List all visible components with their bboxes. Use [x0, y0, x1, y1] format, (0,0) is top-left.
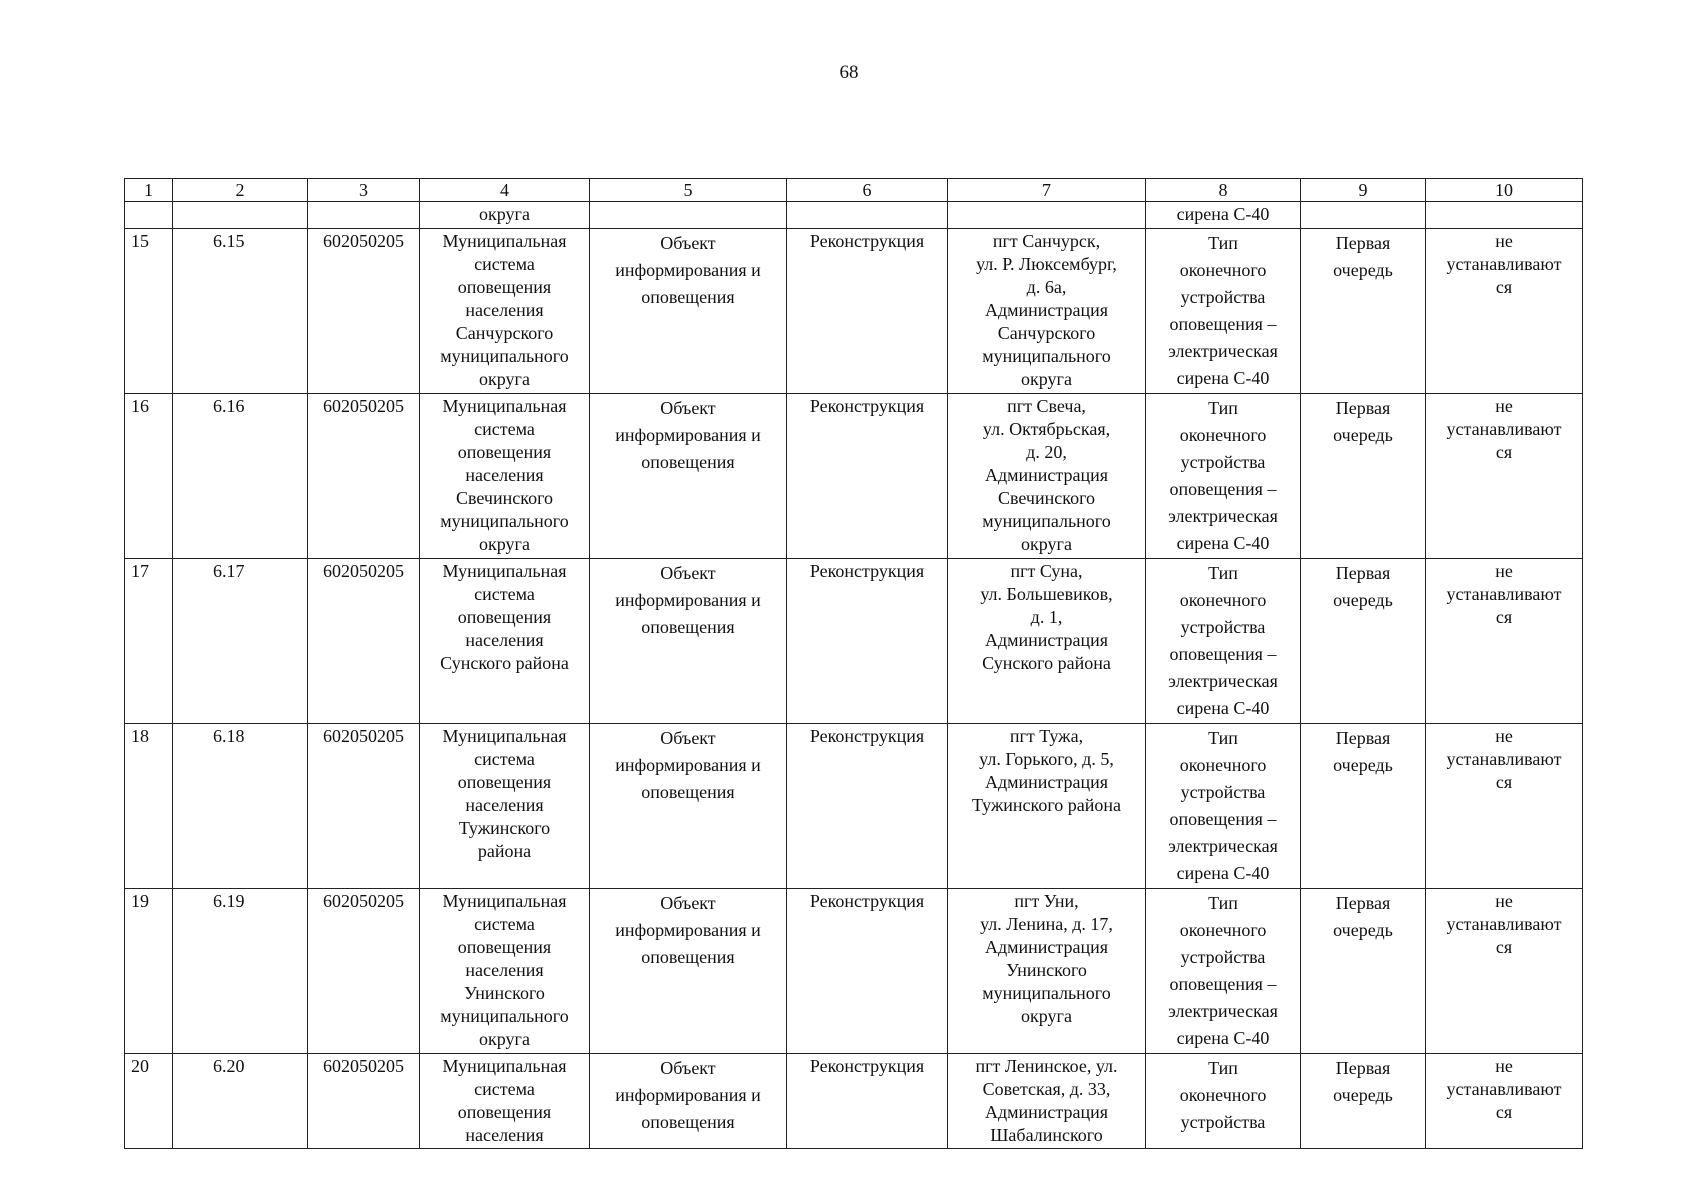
table-row — [125, 724, 1583, 889]
notification-systems-table — [124, 178, 1583, 1149]
location-address: пгт Санчурск, ул. Р. Люксембург, д. 6а, Администрация Санчурского муниципального округа — [948, 229, 1146, 394]
column-number: 3 — [308, 179, 420, 202]
column-number: 4 — [420, 179, 590, 202]
table-row — [125, 394, 1583, 559]
object-type: Объект информирования и оповещения — [590, 1054, 787, 1149]
equipment-type: Тип оконечного устройства оповещения – электрическая сирена С-40 — [1146, 889, 1301, 1054]
continuation-name: округа — [420, 202, 590, 229]
equipment-type: Тип оконечного устройства оповещения – электрическая сирена С-40 — [1146, 394, 1301, 559]
object-id: 602050205 — [308, 229, 420, 394]
column-number: 10 — [1426, 179, 1583, 202]
system-name: Муниципальная система оповещения населения Сунского района — [420, 559, 590, 724]
note: не устанавливают ся — [1426, 229, 1583, 394]
row-number: 20 — [125, 1054, 173, 1149]
column-number: 2 — [173, 179, 308, 202]
column-number: 7 — [948, 179, 1146, 202]
system-name: Муниципальная система оповещения населения Свечинского муниципального округа — [420, 394, 590, 559]
row-number: 16 — [125, 394, 173, 559]
location-address: пгт Суна, ул. Большевиков, д. 1, Администрация Сунского района — [948, 559, 1146, 724]
table-row — [125, 1054, 1583, 1149]
object-id: 602050205 — [308, 1054, 420, 1149]
equipment-type: Тип оконечного устройства оповещения – электрическая сирена С-40 — [1146, 559, 1301, 724]
column-number: 6 — [787, 179, 948, 202]
column-number: 8 — [1146, 179, 1301, 202]
object-type: Объект информирования и оповещения — [590, 394, 787, 559]
priority: Первая очередь — [1301, 394, 1426, 559]
object-type: Объект информирования и оповещения — [590, 724, 787, 889]
object-type: Объект информирования и оповещения — [590, 889, 787, 1054]
object-id: 602050205 — [308, 394, 420, 559]
item-code: 6.19 — [173, 889, 308, 1054]
table-row — [125, 889, 1583, 1054]
row-number: 15 — [125, 229, 173, 394]
row-number: 17 — [125, 559, 173, 724]
work-type: Реконструкция — [787, 394, 948, 559]
table-row — [125, 559, 1583, 724]
item-code: 6.15 — [173, 229, 308, 394]
location-address: пгт Уни, ул. Ленина, д. 17, Администрация Унинского муниципального округа — [948, 889, 1146, 1054]
note: не устанавливают ся — [1426, 394, 1583, 559]
location-address: пгт Свеча, ул. Октябрьская, д. 20, Администрация Свечинского муниципального округа — [948, 394, 1146, 559]
priority: Первая очередь — [1301, 559, 1426, 724]
object-id: 602050205 — [308, 559, 420, 724]
object-type: Объект информирования и оповещения — [590, 559, 787, 724]
column-number: 5 — [590, 179, 787, 202]
system-name: Муниципальная система оповещения населения Санчурского муниципального округа — [420, 229, 590, 394]
equipment-type: Тип оконечного устройства оповещения – электрическая сирена С-40 — [1146, 724, 1301, 889]
table-body — [125, 229, 1583, 1149]
system-name: Муниципальная система оповещения населения Унинского муниципального округа — [420, 889, 590, 1054]
equipment-type: Тип оконечного устройства оповещения – электрическая сирена С-40 — [1146, 229, 1301, 394]
priority: Первая очередь — [1301, 1054, 1426, 1149]
row-number: 18 — [125, 724, 173, 889]
location-address: пгт Тужа, ул. Горького, д. 5, Администрация Тужинского района — [948, 724, 1146, 889]
note: не устанавливают ся — [1426, 1054, 1583, 1149]
priority: Первая очередь — [1301, 889, 1426, 1054]
system-name: Муниципальная система оповещения населения — [420, 1054, 590, 1149]
object-type: Объект информирования и оповещения — [590, 229, 787, 394]
work-type: Реконструкция — [787, 724, 948, 889]
system-name: Муниципальная система оповещения населения Тужинского района — [420, 724, 590, 889]
work-type: Реконструкция — [787, 559, 948, 724]
work-type: Реконструкция — [787, 1054, 948, 1149]
note: не устанавливают ся — [1426, 889, 1583, 1054]
work-type: Реконструкция — [787, 889, 948, 1054]
column-number: 1 — [125, 179, 173, 202]
work-type: Реконструкция — [787, 229, 948, 394]
item-code: 6.16 — [173, 394, 308, 559]
table-row — [125, 229, 1583, 394]
equipment-type: Тип оконечного устройства — [1146, 1054, 1301, 1149]
item-code: 6.20 — [173, 1054, 308, 1149]
priority: Первая очередь — [1301, 724, 1426, 889]
note: не устанавливают ся — [1426, 559, 1583, 724]
continuation-row — [125, 202, 1583, 229]
location-address: пгт Ленинское, ул. Советская, д. 33, Администрация Шабалинского — [948, 1054, 1146, 1149]
object-id: 602050205 — [308, 724, 420, 889]
column-number: 9 — [1301, 179, 1426, 202]
note: не устанавливают ся — [1426, 724, 1583, 889]
priority: Первая очередь — [1301, 229, 1426, 394]
continuation-equipment: сирена С-40 — [1146, 202, 1301, 229]
item-code: 6.17 — [173, 559, 308, 724]
object-id: 602050205 — [308, 889, 420, 1054]
column-number-row — [125, 179, 1583, 202]
item-code: 6.18 — [173, 724, 308, 889]
row-number: 19 — [125, 889, 173, 1054]
page-number: 68 — [839, 62, 859, 83]
